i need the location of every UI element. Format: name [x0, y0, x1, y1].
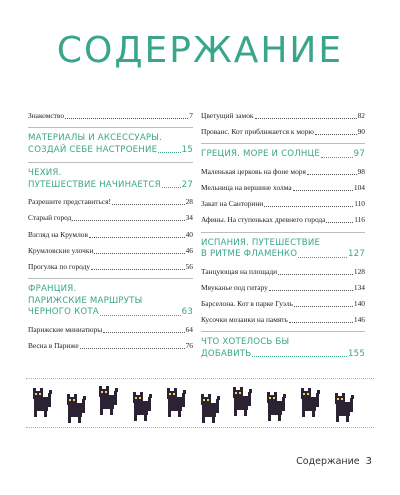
dot-leader [289, 322, 353, 323]
toc-entry-page: 128 [353, 266, 365, 276]
dot-leader [294, 306, 353, 307]
dot-leader [252, 356, 347, 357]
dot-leader [298, 257, 347, 258]
cats-svg [26, 379, 374, 427]
toc-entry-page: 28 [185, 197, 193, 207]
toc-entry[interactable] [28, 111, 193, 121]
dot-leader [293, 190, 353, 191]
toc-entry-label: Кусочки мозаики на память [201, 315, 288, 325]
cat-icon [67, 394, 86, 423]
dot-leader [255, 118, 357, 119]
toc-entry[interactable] [201, 167, 365, 177]
toc-entry-page: 146 [353, 315, 365, 325]
toc-entry-label: Мяуканье под гитару [201, 282, 268, 292]
section-title-line: В РИТМЕ ФЛАМЕНКО [201, 249, 298, 260]
cat-icon [33, 388, 52, 417]
toc-entry-label: Закат на Санторини [201, 199, 264, 209]
toc-entry-page: 140 [353, 299, 365, 308]
cat-icon [99, 386, 118, 415]
toc-entry[interactable] [28, 230, 193, 240]
toc-entry[interactable] [201, 111, 365, 121]
toc-entry[interactable] [201, 183, 365, 193]
section-title-line: ЧЕХИЯ. [28, 168, 62, 179]
section-title-line: ПАРИЖСКИЕ МАРШРУТЫ [28, 295, 143, 306]
divider [201, 232, 365, 233]
divider [28, 127, 193, 128]
toc-entry[interactable] [201, 215, 365, 225]
section-title-line: ДОБАВИТЬ [201, 348, 252, 359]
toc-section-france[interactable] [28, 284, 193, 319]
toc-entry[interactable] [28, 325, 193, 335]
toc-entry[interactable] [201, 283, 365, 293]
toc-section-spain[interactable] [201, 238, 365, 261]
section-title-line: ЧТО ХОТЕЛОСЬ БЫ [201, 337, 290, 348]
toc-right-column [201, 111, 365, 366]
cat-border-illustration [26, 378, 374, 428]
toc-entry-label: Парижские миниатюры [28, 324, 103, 334]
section-title-line: ФРАНЦИЯ. [28, 284, 77, 295]
section-page: 155 [347, 348, 365, 359]
toc-section-greece[interactable] [201, 149, 365, 161]
section-title-line: МАТЕРИАЛЫ И АКСЕССУАРЫ. [28, 133, 163, 144]
divider [28, 162, 193, 163]
section-title-line: ИСПАНИЯ. ПУТЕШЕСТВИЕ [201, 237, 321, 248]
toc-section-materials[interactable] [28, 133, 193, 156]
section-page: 15 [181, 144, 193, 155]
toc-entry-label: Прогулка по городу [28, 261, 91, 271]
dot-leader [94, 253, 184, 254]
cat-icon [267, 392, 286, 421]
toc-entry-label: Цветущий замок [201, 111, 254, 120]
toc-entry[interactable] [28, 262, 193, 272]
toc-entry-page: 104 [353, 183, 365, 193]
dot-leader [315, 134, 357, 135]
section-page: 27 [181, 179, 193, 190]
page-title: СОДЕРЖАНИЕ [56, 30, 344, 71]
toc-entry[interactable] [28, 246, 193, 256]
cat-icon [233, 387, 252, 416]
page-footer [296, 456, 372, 467]
toc-entry-label: Старый город [28, 213, 72, 223]
dot-leader [269, 290, 353, 291]
toc-entry-label: Афины. На ступеньках древнего города [201, 215, 326, 225]
toc-entry-label: Танцующая на площади [201, 266, 278, 276]
cat-icon [167, 388, 186, 417]
dot-leader [321, 157, 353, 158]
toc-entry-page: 34 [185, 213, 193, 223]
cat-icon [201, 394, 220, 423]
cat-icon [301, 388, 320, 417]
dot-leader [103, 332, 184, 333]
toc-section-czech[interactable] [28, 168, 193, 191]
cat-icon [133, 392, 152, 421]
section-page: 127 [347, 249, 365, 260]
toc-entry[interactable] [201, 315, 365, 325]
section-title-line: ПУТЕШЕСТВИЕ НАЧИНАЕТСЯ [28, 179, 161, 190]
toc-entry[interactable] [201, 127, 365, 137]
toc-entry[interactable] [201, 199, 365, 209]
toc-entry-label: Знакомство [28, 111, 65, 120]
dot-leader [158, 152, 180, 153]
toc-entry-label: Весна в Париже [28, 340, 79, 350]
toc-entry-page: 98 [357, 166, 365, 176]
section-page: 97 [353, 149, 365, 160]
page-number: 3 [365, 456, 372, 467]
footer-label: Содержание [296, 456, 360, 467]
toc-entry-page: 110 [354, 199, 365, 209]
toc-entry-label: Взгляд на Крумлов [28, 229, 88, 239]
toc-entry[interactable] [28, 213, 193, 223]
dot-leader [65, 118, 188, 119]
toc-entry-page: 82 [357, 111, 365, 120]
toc-section-add[interactable] [201, 337, 365, 360]
toc-entry[interactable] [28, 341, 193, 351]
toc-entry[interactable] [201, 299, 365, 309]
dot-leader [307, 174, 357, 175]
toc-entry[interactable] [28, 197, 193, 207]
divider [201, 143, 365, 144]
dot-leader [278, 274, 353, 275]
toc-entry-page: 7 [189, 111, 193, 120]
toc-entry-page: 56 [185, 261, 193, 271]
dot-leader [100, 315, 181, 316]
toc-entry-page: 40 [185, 229, 193, 239]
toc-entry-page: 90 [357, 127, 365, 137]
toc-entry-label: Крумловские улочки [28, 245, 94, 255]
toc-entry-label: Маленькая церковь на фоне моря [201, 166, 306, 176]
toc-entry-page: 64 [185, 324, 193, 334]
toc-entry-label: Мельница на вершине холма [201, 183, 292, 193]
section-page: 63 [181, 307, 193, 318]
section-title-line: СОЗДАЙ СЕБЕ НАСТРОЕНИЕ [28, 144, 158, 155]
dot-leader [72, 220, 184, 221]
divider [201, 331, 365, 332]
toc-entry-label: Прованс. Кот приближается к морю [201, 127, 314, 137]
section-title-line: ГРЕЦИЯ. МОРЕ И СОЛНЦЕ [201, 149, 321, 160]
toc-entry-page: 46 [185, 245, 193, 255]
toc-entry[interactable] [201, 267, 365, 277]
toc-entry-page: 134 [353, 282, 365, 292]
dot-leader [112, 204, 185, 205]
dot-leader [91, 269, 185, 270]
toc-entry-page: 76 [185, 340, 193, 350]
dot-leader [326, 222, 353, 223]
dot-leader [80, 348, 185, 349]
dot-leader [89, 237, 185, 238]
toc-entry-label: Разрешите представиться! [28, 197, 111, 207]
dot-leader [264, 206, 353, 207]
dot-leader [162, 187, 181, 188]
toc-entry-label: Барселона. Кот в парке Гуэль [201, 299, 294, 308]
toc-entry-page: 116 [354, 215, 365, 225]
section-title-line: ЧЕРНОГО КОТА [28, 307, 99, 318]
toc-left-column [28, 111, 193, 357]
divider [28, 278, 193, 279]
cat-icon [335, 393, 354, 422]
